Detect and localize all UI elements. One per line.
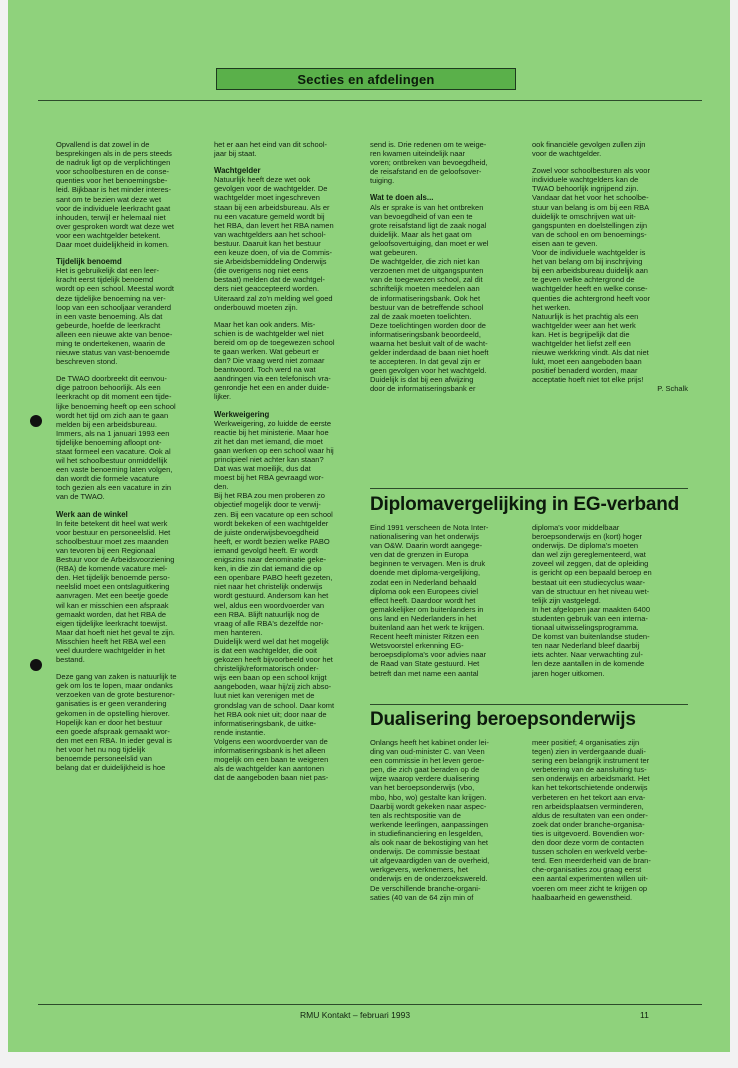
article3-rule bbox=[370, 704, 688, 705]
section-header-box bbox=[216, 68, 516, 90]
article3-title: Dualisering beroepsonderwijs bbox=[370, 709, 636, 730]
subheading: Werkweigering bbox=[214, 409, 270, 419]
page-footer bbox=[8, 1010, 730, 1022]
header-rule bbox=[38, 100, 702, 101]
paragraph: Werkweigering, zo luidde de eerste reactie bij het ministerie. Maar hoe zit het dan met iemand, die moet gaan werken op een school waar hij principieel niet achter kan staan? Dat was wat moeilijk, dus dat moest bij het RBA gevraagd wor- den. Bij het RBA zou men proberen zo objectief mogelijk door te verwij- zen. Bij een vacature op een school wordt bekeken of een wachtgelder de juiste onderwijsbevoegdheid heeft, er wordt bezien welke PABO iemand gevolgd heeft. Er wordt enigszins naar denominatie geke- ken, in die zin dat iemand die op een openbare PABO heeft gezeten, niet naar het christelijk onderwijs wordt gestuurd. Andersom kan het wel, aldus een woordvoerder van een RBA. Blijft natuurlijk nog de vraag of alle RBA's dezelfde nor- men hanteren. Duidelijk werd wel dat het mogelijk is dat een wachtgelder, die ooit gekozen heeft bijvoorbeeld voor het christelijk/reformatorisch onder- wijs een baan op een school krijgt aangeboden, waar hij/zij zich abso- luut niet kan verenigen met de grondslag van de school. Daar komt het RBA ook niet uit; door naar de informatiseringsbank, de uitke- rende instantie. Volgens een woordvoerder van de informatiseringsbank is het alleen mogelijk om een baan te weigeren als de wachtgelder kan aantonen dat de aangeboden baan niet pas- bbox=[214, 418, 335, 783]
footer-rule bbox=[38, 1004, 702, 1005]
margin-bullet-2 bbox=[30, 659, 42, 671]
article3-column-b bbox=[532, 738, 688, 910]
paragraph: meer positief; 4 organisaties zijn tegen) zien in verdergaande duali- sering een belangrijk instrument ter verbetering van de aansluiting tus- sen onderwijs en arbeidsmarkt. Het kan het tekortschietende onderwijs verbeteren en het tekort aan erva- ren arbeidsplaatsen verminderen, aldus de resultaten van een onder- zoek dat onder branche-organisa- ties is uitgevoerd. Bovendien wor- den door deze vorm de contacten tussen scholen en werkveld verbe- terd. Een meerderheid van de bran- che-organisaties zou graag eerst een aantal experimenten willen uit- voeren om meer zicht te krijgen op haalbaarheid en gewenstheid. bbox=[532, 738, 651, 902]
article3-column-a bbox=[370, 738, 524, 910]
author-signature: P. Schalk bbox=[657, 384, 688, 394]
column-4 bbox=[532, 140, 688, 402]
subheading: Werk aan de winkel bbox=[56, 509, 128, 519]
paragraph: Onlangs heeft het kabinet onder lei- ding van oud-minister C. van Veen een commissie in het leven geroe- pen, die zich gaat beraden op de wijze waarop verdere dualisering van het beroepsonderwijs (vbo, mbo, hbo, wo) gestalte kan krijgen. Daarbij wordt gekeken naar aspec- ten als rechtspositie van de werkende leerlingen, aanpassingen in studiefinanciering en lesgelden, als ook naar de bekostiging van het onderwijs. De commissie bestaat uit afgevaardigden van de overheid, werkgevers, werknemers, het onderwijs en de onderzoekswereld. De verschillende branche-organi- saties (40 van de 64 zijn min of bbox=[370, 738, 490, 902]
article2-column-b bbox=[532, 523, 688, 686]
paragraph: ook financiële gevolgen zullen zijn voor de wachtgelder. bbox=[532, 140, 646, 159]
column-2 bbox=[214, 140, 368, 790]
paragraph: het er aan het eind van dit school- jaar bij staat. bbox=[214, 140, 327, 159]
subheading: Tijdelijk benoemd bbox=[56, 257, 122, 267]
article2-rule bbox=[370, 488, 688, 489]
column-3 bbox=[370, 140, 520, 402]
paragraph: Natuurlijk heeft deze wet ook gevolgen voor de wachtgelder. De wachtgelder moet ingeschreven staan bij een arbeidsbureau. Als er nu een vacature gemeld wordt bij het RBA, dan levert het RBA namen van wachtgelders aan het school- bestuur. Daaruit kan het bestuur een keuze doen, of via de Commis- sie Arbeidsbemiddeling Onderwijs (die overigens nog niet eens bestaat) melden dat de wachtgel- ders niet geaccepteerd worden. Uiteraard zal zo'n melding wel goed onderbouwd moeten zijn. bbox=[214, 175, 334, 312]
section-header: Secties en afdelingen bbox=[297, 71, 435, 87]
margin-bullet-1 bbox=[30, 415, 42, 427]
paragraph: Zowel voor schoolbesturen als voor individuele wachtgelders kan de TWAO behoorlijk ingrijpend zijn. Vandaar dat het voor het schoolbe- stuur van belang is om bij een RBA duidelijk te omschrijven wat uit- gangspunten en doelstellingen zijn van de school en om benoemings- eisen aan te geven. Voor de individuele wachtgelder is het van belang om bij inschrijving bij een arbeidsbureau duidelijk aan te geven welke achtergrond de wachtgelder heeft en welke conse- quenties die achtergrond heeft voor het werken. Natuurlijk is het prachtig als een wachtgelder weer aan het werk kan. Het is begrijpelijk dat die wachtgelder het liefst zelf een nieuwe werkkring vindt. Als dat niet lukt, moet een aangeboden baan positief benaderd worden, maar acceptatie hoeft niet tot elke prijs! bbox=[532, 166, 650, 385]
paragraph: De TWAO doorbreekt dit eenvou- dige patroon behoorlijk. Als een leerkracht op dit moment een tijde- lijke benoeming heeft op een school wordt het tijd om zich aan te gaan melden bij een arbeidsbureau. Immers, als na 1 januari 1993 een tijdelijke benoeming afloopt ont- staat formeel een vacature. Ook al wil het schoolbestuur onmiddellijk een vaste benoeming laten volgen, dan wordt die formele vacature toch gezien als een vacature in zin van de TWAO. bbox=[56, 374, 176, 502]
paragraph: send is. Drie redenen om te weige- ren kwamen uiteindelijk naar voren; ontbreken van bevoegdheid, de reisafstand en de geloofsover- tuiging. bbox=[370, 140, 488, 186]
paragraph: Opvallend is dat zowel in de besprekingen als in de pers steeds de nadruk ligt op de verplichtingen voor schoolbesturen en de conse- quenties voor het benoemingsbe- leid. Bijkbaar is het minder interes- sant om te bezien wat deze wet voor de individuele leerkracht gaat inhouden, terwijl er helemaal niet over gesproken wordt wat deze wet voor een wachtgelder betekent. Daar moet duidelijkheid in komen. bbox=[56, 140, 174, 250]
publication-info: RMU Kontakt – februari 1993 bbox=[300, 1010, 411, 1020]
page-number: 11 bbox=[640, 1010, 649, 1020]
article2-title: Diplomavergelijking in EG-verband bbox=[370, 494, 680, 515]
subheading: Wat te doen als... bbox=[370, 193, 434, 203]
paragraph: In feite betekent dit heel wat werk voor bestuur en personeelslid. Het schoolbestuur moet zes maanden van tevoren bij een Regionaal Bestuur voor de Arbeidsvoorziening (RBA) de komende vacature mel- den. Het tijdelijk benoemde perso- neelslid moet een ontslaguitkering aanvragen. Met een beetje goede wil kan er misschien een afspraak gemaakt worden, dat het RBA de eigen tijdelijke leerkracht toewijst. Maar dat hoeft niet het geval te zijn. Misschien heeft het RBA wel een veel duurdere wachtgelder in het bestand. bbox=[56, 518, 175, 665]
paragraph: Deze gang van zaken is natuurlijk te gek om los te lopen, maar ondanks verzoeken van de grote besturenor- ganisaties is er geen verandering gekomen in de opstelling hierover. Hopelijk kan er door het bestuur een goede afspraak gemaakt wor- den met een RBA. In ieder geval is het voor het nu nog tijdelijk benoemde personeelslid van belang dat er duidelijkheid is hoe bbox=[56, 672, 177, 773]
column-1 bbox=[56, 140, 208, 780]
paragraph: diploma's voor middelbaar beroepsonderwijs en (kort) hoger onderwijs. De diploma's moeten dan wel zijn gereglementeerd, wat zoveel wil zeggen, dat de opleiding is gericht op een bepaald beroep en bestaat uit een studiecyclus waar- van de structuur en het niveau wet- telijk zijn vastgelegd. In het afgelopen jaar maakten 6400 studenten gebruik van een interna- tionaal uitwisselingsprogramma. De komst van buitenlandse studen- ten naar Nederland bleef daarbij iets achter. Naar verwachting zul- len deze aantallen in de komende jaren hoger uitkomen. bbox=[532, 523, 652, 678]
subheading: Wachtgelder bbox=[214, 166, 261, 176]
paragraph: Het is gebruikelijk dat een leer- kracht eerst tijdelijk benoemd wordt op een school. Meestal wordt deze tijdelijke benoeming na ver- loop van een schooljaar veranderd in een vaste benoeming. Als dat gebeurde, hoefde de leerkracht alleen een nieuwe akte van benoe- ming te ondertekenen, waarin de nieuwe status van vast-benoemde beschreven stond. bbox=[56, 266, 174, 367]
page bbox=[8, 0, 730, 1052]
article2-column-a bbox=[370, 523, 524, 686]
paragraph: Maar het kan ook anders. Mis- schien is de wachtgelder wel niet bereid om op de toegewezen school te gaan werken. Wat gebeurt er dan? Die vraag werd niet zomaar beantwoord. Toch werd na wat aandringen via een telefonisch vra- genrondje het een en ander duide- lijker. bbox=[214, 319, 335, 402]
paragraph: Eind 1991 verscheen de Nota Inter- nationalisering van het onderwijs van O&W. Daarin wordt aangege- ven dat de grenzen in Europa beginnen te vervagen. Men is druk doende met diploma-vergelijking, zodat een in Nederland behaald diploma ook een Europees civiel effect heeft. Daardoor wordt het gemakkelijker om buitenlanders in ons land en Nederlanders in het buitenland aan het werk te krijgen. Recent heeft minister Ritzen een Wetsvoorstel erkenning EG- beroepsdiploma's voor advies naar de Raad van State gestuurd. Het betreft dan met name een aantal bbox=[370, 523, 489, 678]
paragraph: Als er sprake is van het ontbreken van bevoegdheid of van een te grote reisafstand ligt de zaak nogal duidelijk. Maar als het gaat om geloofsovertuiging, dan moet er wel wat gebeuren. De wachtgelder, die zich niet kan verzoenen met de uitgangspunten van de toegewezen school, zal dit schriftelijk moeten meedelen aan de informatiseringsbank. Ook het bestuur van de betreffende school zal de zaak moeten toelichten. Deze toelichtingen worden door de informatiseringsbank beoordeeld, waarna het besluit valt of de wacht- gelder inderdaad de baan niet hoeft te accepteren. In dat geval zijn er geen gevolgen voor het wachtgeld. Duidelijk is dat bij een afwijzing door de informatiseringsbank er bbox=[370, 202, 489, 394]
